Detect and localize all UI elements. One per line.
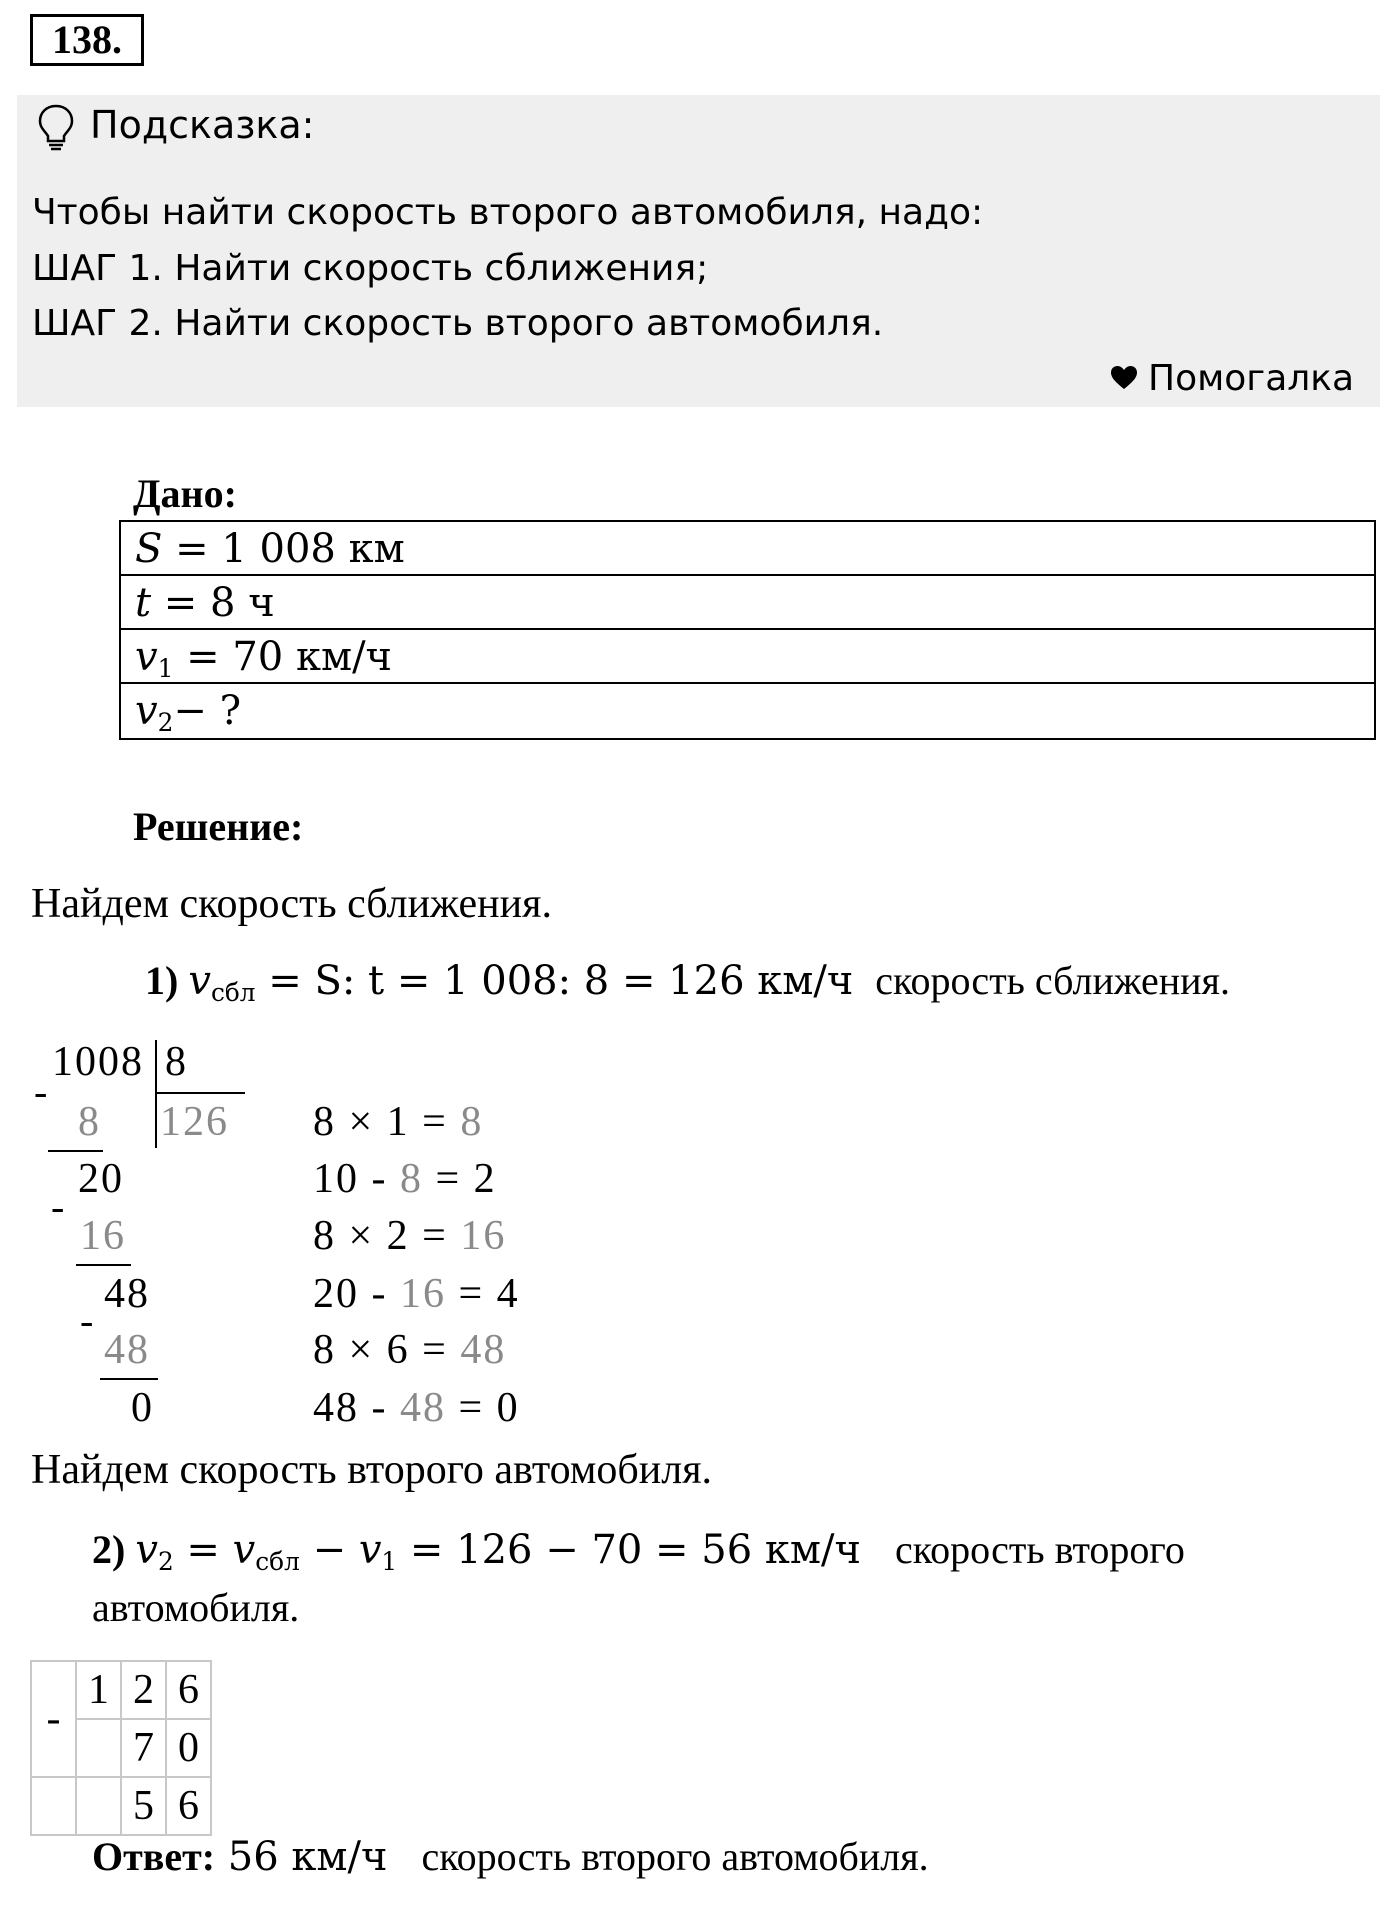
hint-step-2-text: Найти скорость второго автомобиля. (174, 303, 884, 344)
division-remainder: 0 (131, 1385, 154, 1431)
grid-cell (31, 1777, 76, 1835)
solution-title: Решение: (133, 804, 304, 849)
division-bar (157, 1092, 245, 1094)
grid-cell: 2 (121, 1661, 166, 1719)
hint-step-2-label: ШАГ 2. (32, 303, 163, 344)
division-bracket (155, 1040, 157, 1148)
division-underline (100, 1378, 158, 1380)
division-step: 48 (104, 1271, 150, 1317)
divisor: 8 (165, 1039, 188, 1085)
given-row-distance: S = 1 008 км (121, 522, 1374, 576)
hint-title: Подсказка: (90, 103, 315, 147)
grid-cell (76, 1777, 121, 1835)
subtraction-grid (30, 1660, 212, 1836)
minus-sign: - (34, 1069, 48, 1114)
given-title: Дано: (133, 471, 237, 516)
answer: Ответ: 56 км/ч скорость второго автомобиля. (92, 1834, 929, 1880)
division-check: 8 × 1 = 8 (313, 1099, 484, 1145)
solution-text-1: Найдем скорость сближения. (31, 881, 552, 927)
given-row-speed-2: $v_2-$ ? (135, 688, 242, 737)
division-check: 48 - 48 = 0 (313, 1385, 520, 1431)
division-underline (48, 1150, 103, 1152)
solution-text-2: Найдем скорость второго автомобиля. (31, 1447, 713, 1493)
hint-step-2 (32, 303, 883, 344)
given-row-speed-1: $v_1 = 70$ км/ч (121, 630, 1374, 684)
division-check: 10 - 8 = 2 (313, 1156, 497, 1202)
grid-cell (76, 1719, 121, 1777)
grid-cell: 0 (166, 1719, 211, 1777)
heart-icon (1110, 365, 1138, 391)
division-step: 8 (78, 1099, 101, 1145)
given-row-time: t = 8 ч (121, 576, 1374, 630)
solution-step-1: 1) $v_{сбл} = S$: t = 1 008: 8 = 126 км/ч скорость сближения. (145, 958, 1230, 1007)
grid-cell: 1 (76, 1661, 121, 1719)
grid-cell: 6 (166, 1661, 211, 1719)
solution-step-2-continuation: автомобиля. (92, 1585, 300, 1630)
hint-intro: Чтобы найти скорость второго автомобиля, надо: (32, 192, 984, 233)
division-step: 20 (78, 1156, 124, 1202)
division-underline (76, 1264, 131, 1266)
division-step: 16 (80, 1213, 126, 1259)
lightbulb-icon (36, 103, 76, 153)
solution-step-2: 2) $v_2 = v_{сбл} - v_1 = 126 - 70 = 56$ км/ч скорость второго (92, 1527, 1185, 1576)
hint-step-1-label: ШАГ 1. (32, 248, 163, 289)
problem-number: 138. (30, 14, 144, 66)
brand-label: Помогалка (1148, 358, 1355, 399)
hint-step-1-text: Найти скорость сближения; (174, 248, 709, 289)
quotient: 126 (160, 1099, 229, 1145)
grid-cell: 7 (121, 1719, 166, 1777)
minus-sign: - (51, 1184, 65, 1229)
grid-cell: 5 (121, 1777, 166, 1835)
subtraction-minus: - (31, 1661, 76, 1777)
hint-step-1 (32, 248, 708, 289)
given-table (119, 520, 1376, 740)
division-check: 20 - 16 = 4 (313, 1271, 520, 1317)
grid-cell: 6 (166, 1777, 211, 1835)
dividend: 1008 (52, 1039, 144, 1085)
division-check: 8 × 6 = 48 (313, 1327, 507, 1373)
minus-sign: - (80, 1298, 94, 1343)
division-step: 48 (104, 1327, 150, 1373)
division-check: 8 × 2 = 16 (313, 1213, 507, 1259)
